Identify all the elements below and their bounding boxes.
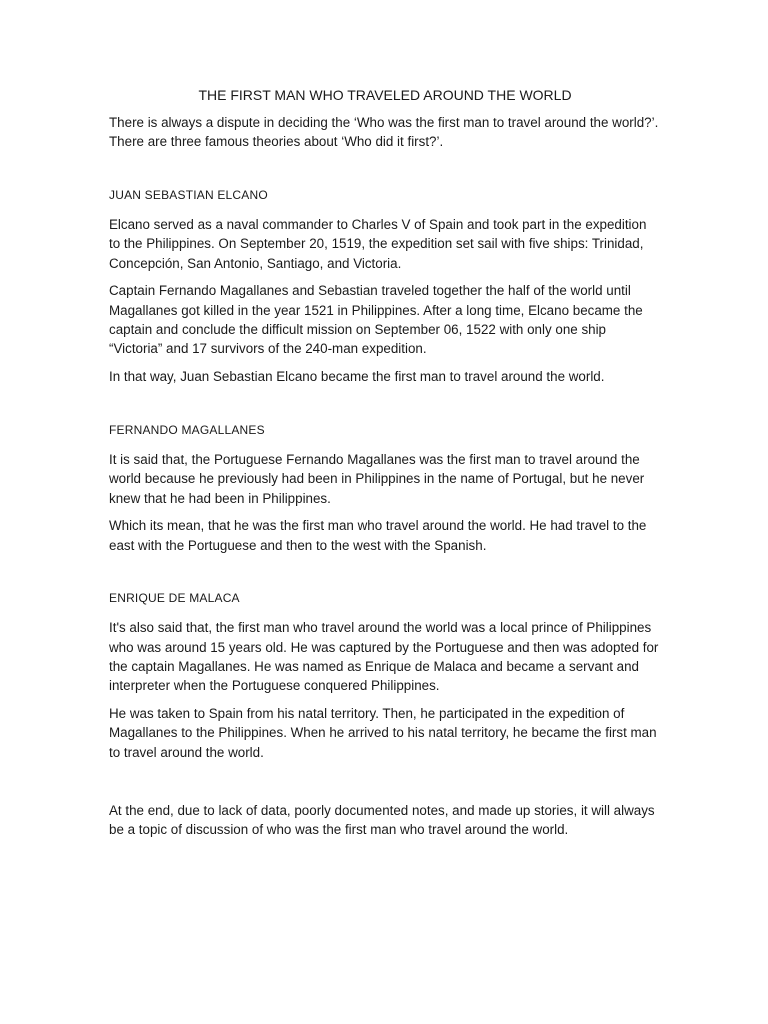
paragraph: Elcano served as a naval commander to Charles V of Spain and took part in the expedition to the Philippines. On September 20, 1519, the expedition set sail with five ships: Trinidad, Concepción, San Antonio, Santiago, and Victoria. <box>109 217 647 271</box>
section-heading-elcano: JUAN SEBASTIAN ELCANO <box>109 188 268 203</box>
paragraph: It is said that, the Portuguese Fernando Magallanes was the first man to travel around the world because he previously had been in Philippines in the name of Portugal, but he never knew that he had been in Philippines. <box>109 451 645 506</box>
spacer <box>109 563 661 590</box>
paragraph: Captain Fernando Magallanes and Sebastian traveled together the half of the world until Magallanes got killed in the year 1521 in Philippines. After a long time, Elcano became the captain and conclude the difficult mission on September 06, 1522 with only one ship “Victoria” and 17 survivors of the 240-man expedition. <box>109 283 643 357</box>
spacer <box>109 395 661 422</box>
paragraph: In that way, Juan Sebastian Elcano became the first man to travel around the world. <box>109 369 605 385</box>
intro-paragraph: There is always a dispute in deciding the ‘Who was the first man to travel around the world?’. There are three famous theories about ‘Who did it first?’. <box>109 115 659 150</box>
document-title: THE FIRST MAN WHO TRAVELED AROUND THE WORLD <box>198 87 572 103</box>
document-page <box>109 86 661 848</box>
section-heading-magallanes: FERNANDO MAGALLANES <box>109 422 265 437</box>
paragraph: Which its mean, that he was the first man who travel around the world. He had travel to the east with the Portuguese and then to the west with the Spanish. <box>109 518 647 553</box>
spacer <box>109 771 661 801</box>
paragraph: It's also said that, the first man who travel around the world was a local prince of Philippines who was around 15 years old. He was captured by the Portuguese and then was adopted for the captain Magallanes. He was named as Enrique de Malaca and became a servant and interpreter when the Portuguese conquered Philippines. <box>109 620 659 694</box>
section-heading-malaca: ENRIQUE DE MALACA <box>109 591 240 606</box>
conclusion-paragraph: At the end, due to lack of data, poorly documented notes, and made up stories, it will always be a topic of discussion of who was the first man who travel around the world. <box>109 802 655 837</box>
paragraph: He was taken to Spain from his natal territory. Then, he participated in the expedition of Magallanes to the Philippines. When he arrived to his natal territory, he became the first man to travel around the world. <box>109 706 657 760</box>
spacer <box>109 160 661 187</box>
